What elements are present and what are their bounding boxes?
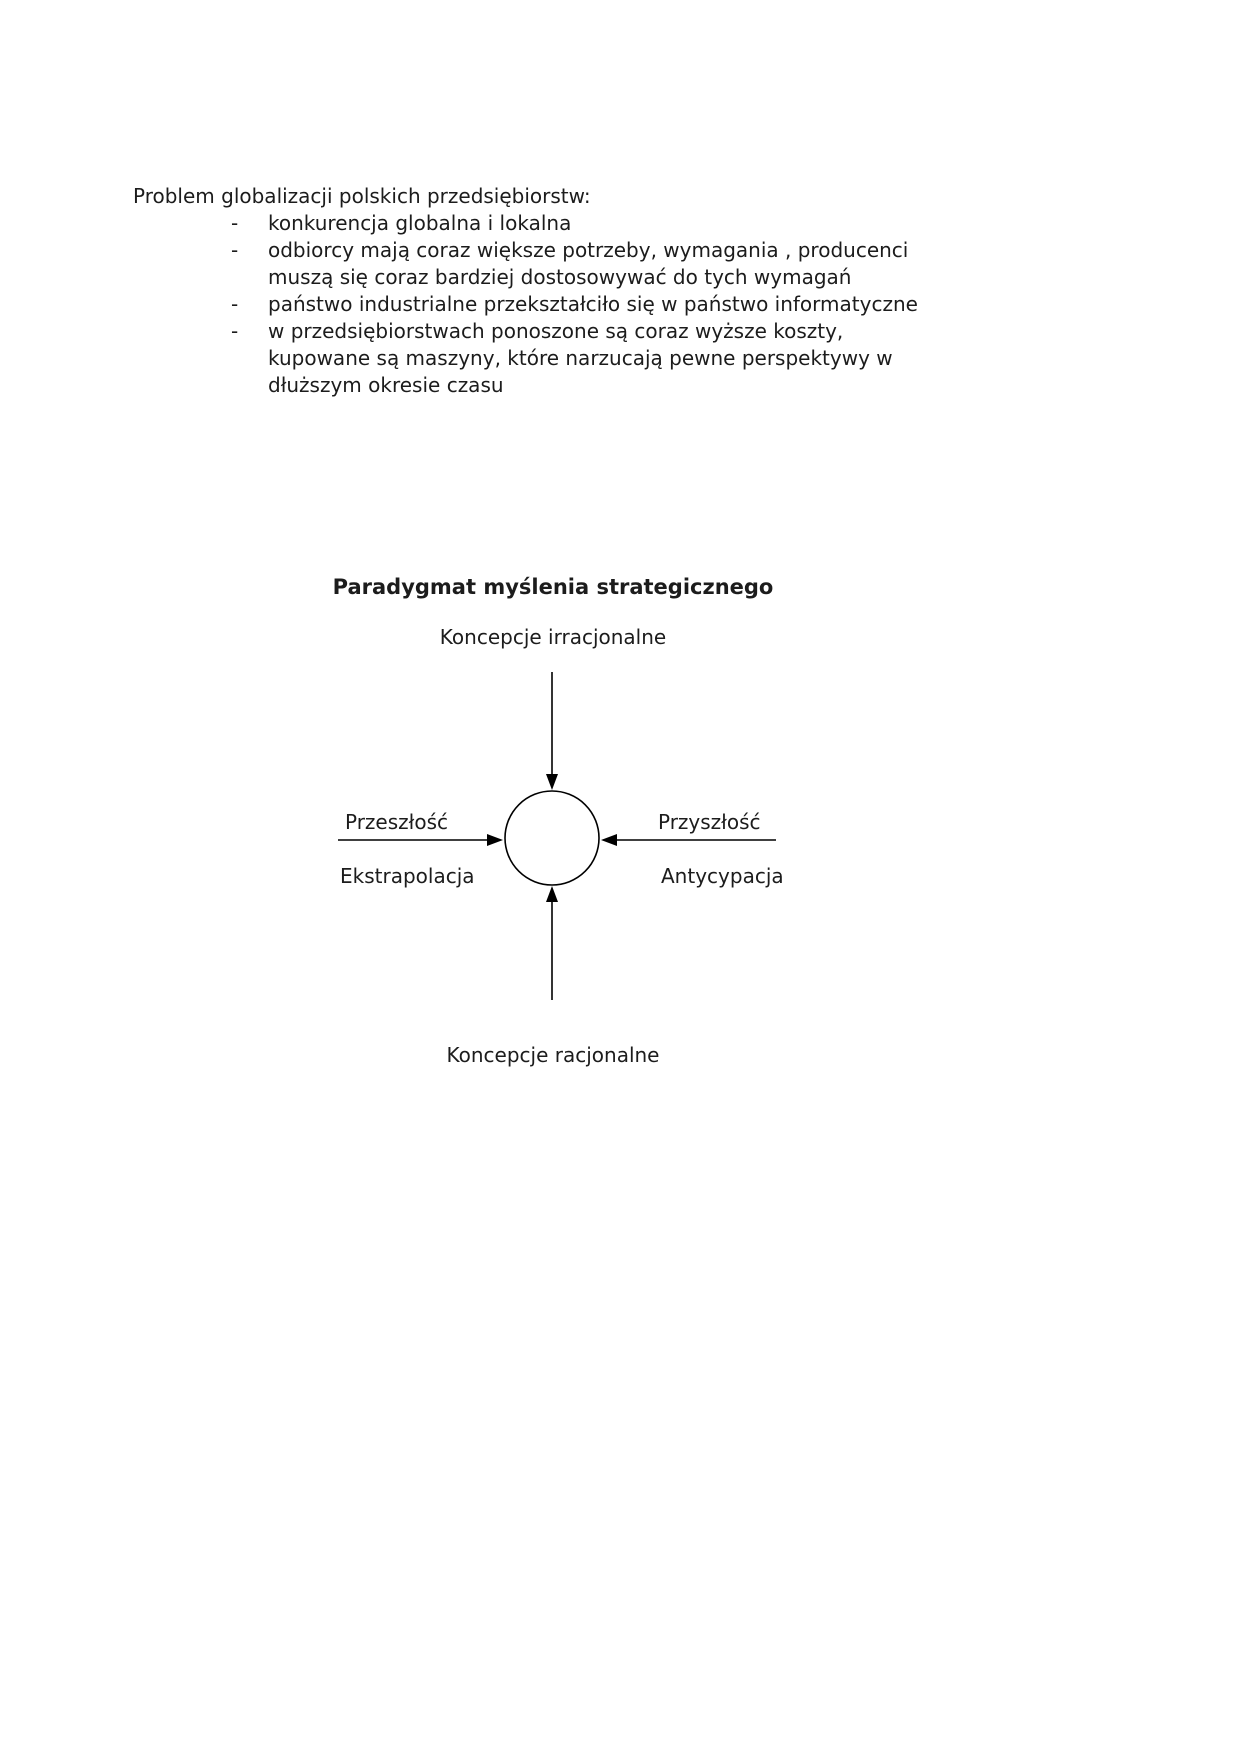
bullet-text: w przedsiębiorstwach ponoszone są coraz wyższe koszty, kupowane są maszyny, które narzucają pewne perspektywy w dłuższym okresie czasu [268,319,893,397]
section-intro-line: Problem globalizacji polskich przedsiębiorstw: [133,184,591,208]
label-przeszlosc: Przeszłość [345,810,448,834]
label-antycypacja: Antycypacja [661,864,784,888]
bullet-marker: - [231,292,239,316]
arrow-bottom-head-icon [546,886,558,902]
label-koncepcje-irracjonalne: Koncepcje irracjonalne [439,625,667,649]
diagram-title: Paradygmat myślenia strategicznego [332,575,774,599]
label-koncepcje-racjonalne: Koncepcje racjonalne [446,1043,660,1067]
bullet-marker: - [231,211,239,235]
arrow-top-head-icon [546,774,558,790]
bullet-text: odbiorcy mają coraz większe potrzeby, wymagania , producenci muszą się coraz bardziej dostosowywać do tych wymagań [268,238,909,289]
bullet-text: państwo industrialne przekształciło się w państwo informatyczne [268,292,918,316]
label-ekstrapolacja: Ekstrapolacja [340,864,475,888]
center-circle-node [505,791,599,885]
bullet-marker: - [231,319,239,343]
arrow-right-head-icon [601,834,617,846]
bullet-marker: - [231,238,239,262]
bullet-text: konkurencja globalna i lokalna [268,211,572,235]
label-przyszlosc: Przyszłość [658,810,761,834]
arrow-left-head-icon [487,834,503,846]
